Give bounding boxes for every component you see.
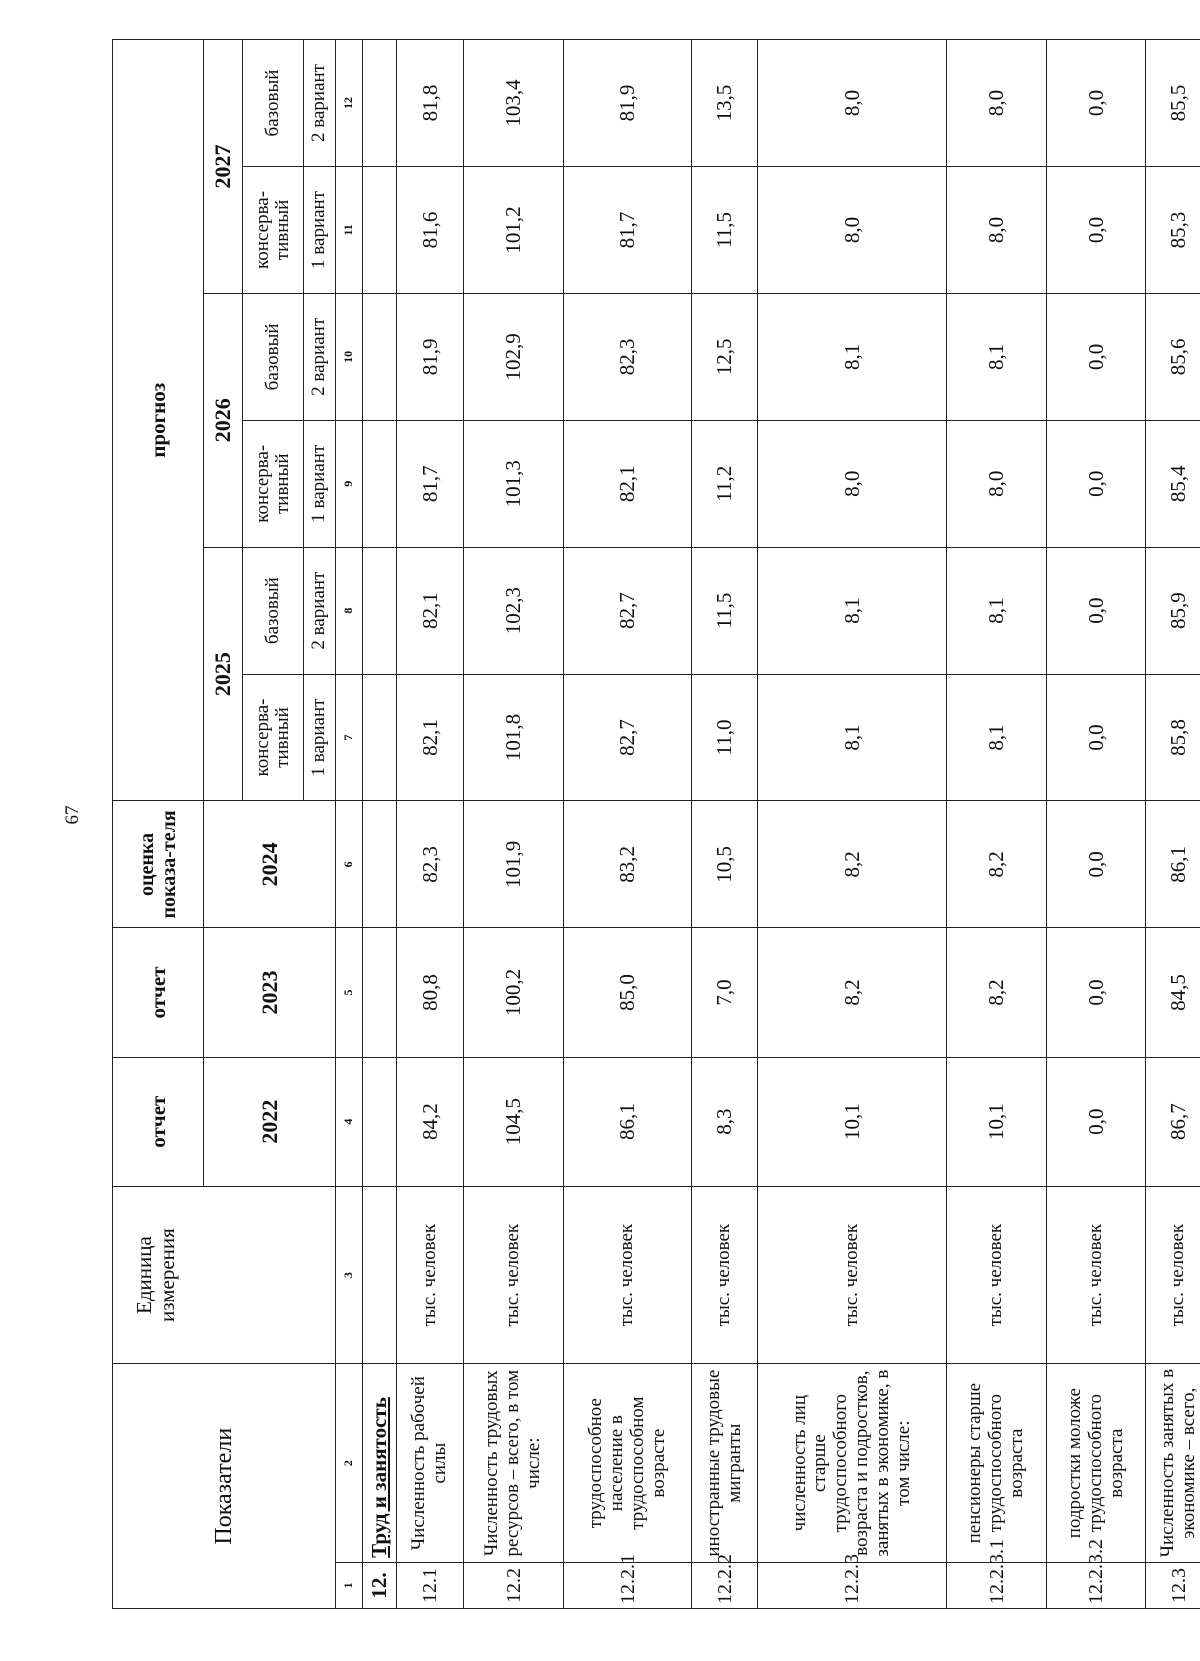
row-value: 82,1	[564, 420, 692, 547]
header-variant-2026-conservative: консерва-тивный	[243, 420, 304, 547]
column-number: 3	[336, 1186, 363, 1364]
row-value: 81,9	[397, 293, 464, 420]
column-number: 12	[336, 40, 363, 167]
row-value: 81,6	[397, 167, 464, 294]
row-value: 85,4	[1146, 420, 1200, 547]
column-number: 11	[336, 167, 363, 294]
row-name: подростки моложе трудоспособного возраста	[1047, 1364, 1146, 1562]
row-value: 102,3	[464, 547, 564, 674]
row-unit: тыс. человек	[397, 1186, 464, 1364]
column-number: 8	[336, 547, 363, 674]
header-row-status	[113, 40, 204, 1609]
header-variant-2027-2: 2 вариант	[304, 40, 336, 167]
row-value: 82,7	[564, 674, 692, 801]
header-variant-2025-1: 1 вариант	[304, 674, 336, 801]
header-variant-2027-conservative: консерва-тивный	[243, 167, 304, 294]
row-value: 10,1	[947, 1057, 1047, 1186]
row-code: 12.2.1	[564, 1562, 692, 1608]
row-value: 86,1	[1146, 801, 1200, 928]
row-value: 82,1	[397, 674, 464, 801]
header-status-2022: отчет	[113, 1057, 204, 1186]
row-value: 12,5	[692, 293, 758, 420]
empty-cell	[362, 547, 396, 674]
row-value: 13,5	[692, 40, 758, 167]
row-value: 8,0	[758, 420, 947, 547]
row-value: 82,3	[397, 801, 464, 928]
empty-cell	[362, 293, 396, 420]
header-variant-2027-base: базовый	[243, 40, 304, 167]
row-value: 0,0	[1047, 547, 1146, 674]
row-value: 8,2	[758, 801, 947, 928]
empty-cell	[362, 167, 396, 294]
row-value: 100,2	[464, 928, 564, 1057]
row-value: 85,6	[1146, 293, 1200, 420]
column-number: 4	[336, 1057, 363, 1186]
row-value: 0,0	[1047, 674, 1146, 801]
empty-cell	[362, 801, 396, 928]
header-variant-2025-base: базовый	[243, 547, 304, 674]
section-code: 12.	[362, 1562, 396, 1608]
header-year-2026: 2026	[204, 293, 243, 547]
row-value: 84,2	[397, 1057, 464, 1186]
row-code: 12.2.3	[758, 1562, 947, 1608]
row-value: 8,0	[947, 167, 1047, 294]
column-number: 1	[336, 1562, 363, 1608]
header-year-2025: 2025	[204, 547, 243, 801]
row-unit: тыс. человек	[947, 1186, 1047, 1364]
empty-cell	[362, 420, 396, 547]
header-variant-2026-1: 1 вариант	[304, 420, 336, 547]
row-value: 83,2	[564, 801, 692, 928]
row-unit: тыс. человек	[464, 1186, 564, 1364]
table-row	[758, 40, 947, 1609]
row-unit: тыс. человек	[758, 1186, 947, 1364]
row-value: 0,0	[1047, 801, 1146, 928]
column-number: 5	[336, 928, 363, 1057]
row-code: 12.1	[397, 1562, 464, 1608]
column-number: 7	[336, 674, 363, 801]
row-value: 101,9	[464, 801, 564, 928]
row-value: 80,8	[397, 928, 464, 1057]
header-year-2023: 2023	[204, 928, 336, 1057]
empty-cell	[362, 1186, 396, 1364]
table-row	[947, 40, 1047, 1609]
row-value: 8,1	[947, 674, 1047, 801]
header-variant-2026-2: 2 вариант	[304, 293, 336, 420]
row-value: 8,1	[947, 293, 1047, 420]
empty-cell	[362, 674, 396, 801]
row-unit: тыс. человек	[1146, 1186, 1200, 1364]
row-value: 0,0	[1047, 167, 1146, 294]
row-value: 0,0	[1047, 420, 1146, 547]
row-name: трудоспособное население в трудоспособном возрасте	[564, 1364, 692, 1562]
row-name: иностранные трудовые мигранты	[692, 1364, 758, 1562]
row-value: 86,1	[564, 1057, 692, 1186]
row-value: 101,2	[464, 167, 564, 294]
table-row	[1047, 40, 1146, 1609]
row-value: 84,5	[1146, 928, 1200, 1057]
row-code: 12.2.3.1	[947, 1562, 1047, 1608]
row-value: 85,5	[1146, 40, 1200, 167]
section-title: Труд и занятость	[362, 1364, 396, 1562]
header-year-2024: 2024	[204, 801, 336, 928]
row-value: 103,4	[464, 40, 564, 167]
row-code: 12.3	[1146, 1562, 1200, 1608]
row-value: 101,8	[464, 674, 564, 801]
column-number-row	[336, 40, 363, 1609]
header-variant-2025-2: 2 вариант	[304, 547, 336, 674]
row-unit: тыс. человек	[564, 1186, 692, 1364]
row-value: 8,0	[947, 420, 1047, 547]
row-name: Численность занятых в экономике – всего,	[1146, 1364, 1200, 1562]
row-value: 7,0	[692, 928, 758, 1057]
row-code: 12.2.3.2	[1047, 1562, 1146, 1608]
row-unit: тыс. человек	[1047, 1186, 1146, 1364]
row-value: 85,8	[1146, 674, 1200, 801]
row-value: 8,3	[692, 1057, 758, 1186]
table-row	[464, 40, 564, 1609]
header-unit: Единица измерения	[113, 1186, 336, 1364]
row-name: Численность рабочей силы	[397, 1364, 464, 1562]
row-value: 82,1	[397, 547, 464, 674]
row-value: 8,0	[947, 40, 1047, 167]
row-value: 0,0	[1047, 293, 1146, 420]
row-value: 85,3	[1146, 167, 1200, 294]
row-value: 8,1	[758, 674, 947, 801]
row-value: 85,0	[564, 928, 692, 1057]
row-value: 8,2	[758, 928, 947, 1057]
row-value: 8,0	[758, 40, 947, 167]
header-status-forecast: прогноз	[113, 40, 204, 801]
table-row	[564, 40, 692, 1609]
row-value: 102,9	[464, 293, 564, 420]
row-value: 0,0	[1047, 1057, 1146, 1186]
row-value: 86,7	[1146, 1057, 1200, 1186]
row-value: 11,2	[692, 420, 758, 547]
table-row	[692, 40, 758, 1609]
row-unit: тыс. человек	[692, 1186, 758, 1364]
column-number: 10	[336, 293, 363, 420]
row-value: 0,0	[1047, 928, 1146, 1057]
row-value: 104,5	[464, 1057, 564, 1186]
header-year-2022: 2022	[204, 1057, 336, 1186]
row-value: 0,0	[1047, 40, 1146, 167]
column-number: 2	[336, 1364, 363, 1562]
row-value: 10,5	[692, 801, 758, 928]
page-number: 67	[62, 805, 83, 825]
empty-cell	[362, 40, 396, 167]
empty-cell	[362, 928, 396, 1057]
header-variant-2026-base: базовый	[243, 293, 304, 420]
row-value: 8,1	[758, 293, 947, 420]
row-value: 8,2	[947, 928, 1047, 1057]
row-value: 81,7	[397, 420, 464, 547]
header-year-2027: 2027	[204, 40, 243, 294]
row-name: численность лиц старше трудоспособного возраста и подростков, занятых в экономике, в том числе:	[758, 1364, 947, 1562]
column-number: 6	[336, 801, 363, 928]
row-code: 12.2.2	[692, 1562, 758, 1608]
row-name: Численность трудовых ресурсов – всего, в том числе:	[464, 1364, 564, 1562]
row-value: 11,5	[692, 547, 758, 674]
table-row	[1146, 40, 1200, 1609]
row-code: 12.2	[464, 1562, 564, 1608]
row-value: 81,9	[564, 40, 692, 167]
header-variant-2027-1: 1 вариант	[304, 167, 336, 294]
row-name: пенсионеры старше трудоспособного возраста	[947, 1364, 1047, 1562]
row-value: 82,7	[564, 547, 692, 674]
row-value: 10,1	[758, 1057, 947, 1186]
column-number: 9	[336, 420, 363, 547]
forecast-table	[112, 39, 1200, 1609]
row-value: 81,8	[397, 40, 464, 167]
header-status-2023: отчет	[113, 928, 204, 1057]
row-value: 11,5	[692, 167, 758, 294]
section-row	[362, 40, 396, 1609]
row-value: 82,3	[564, 293, 692, 420]
rotated-table-container	[112, 39, 1200, 1609]
header-indicators: Показатели	[113, 1364, 336, 1609]
row-value: 101,3	[464, 420, 564, 547]
row-value: 8,1	[758, 547, 947, 674]
row-value: 85,9	[1146, 547, 1200, 674]
empty-cell	[362, 1057, 396, 1186]
header-status-2024: оценка показа-теля	[113, 801, 204, 928]
row-value: 8,0	[758, 167, 947, 294]
row-value: 8,2	[947, 801, 1047, 928]
row-value: 8,1	[947, 547, 1047, 674]
row-value: 11,0	[692, 674, 758, 801]
table-row	[397, 40, 464, 1609]
header-variant-2025-conservative: консерва-тивный	[243, 674, 304, 801]
row-value: 81,7	[564, 167, 692, 294]
